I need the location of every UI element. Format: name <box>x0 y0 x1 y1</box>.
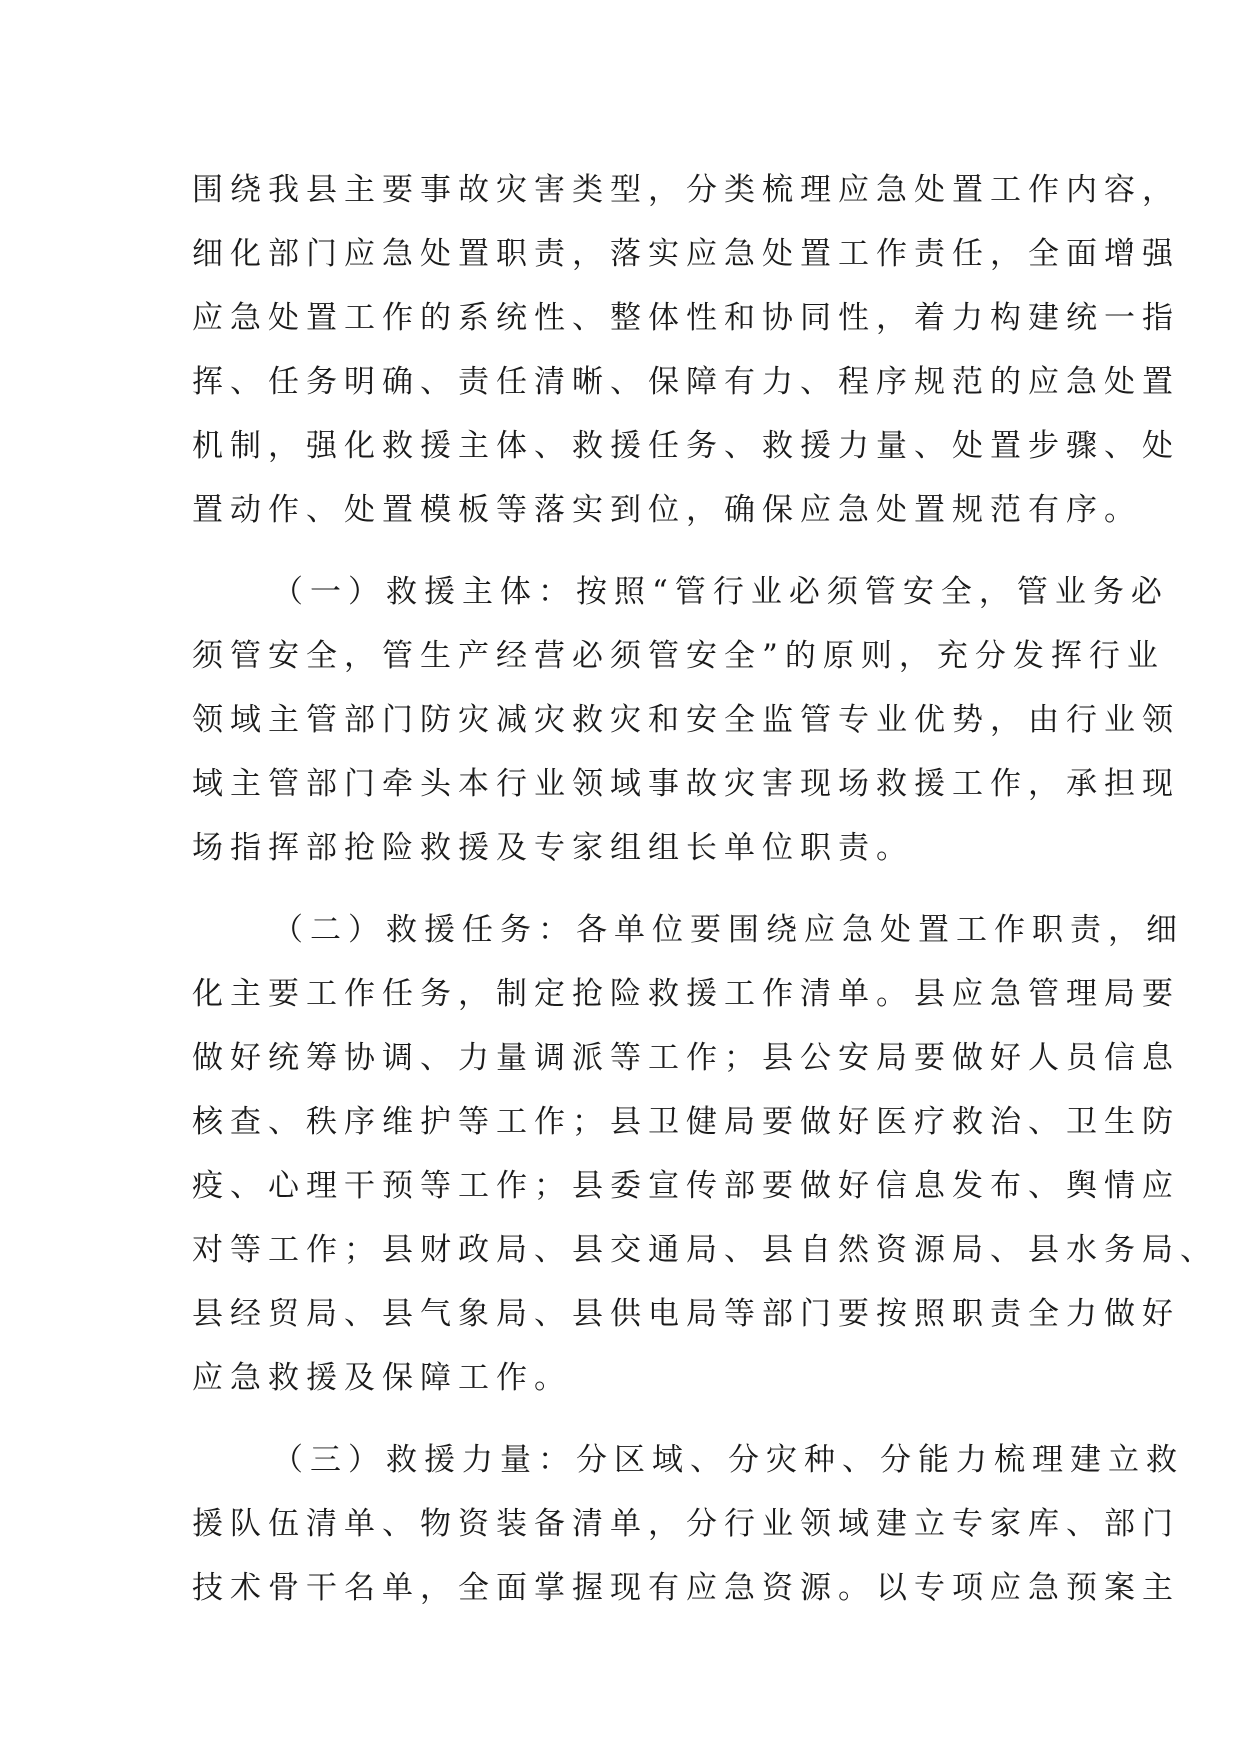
paragraph-rescue-forces <box>192 1428 1184 1620</box>
text-line: 应急救援及保障工作。 <box>192 1360 572 1396</box>
text-line: 化主要工作任务，制定抢险救援工作清单。县应急管理局要 <box>192 976 1180 1012</box>
text-line: 县经贸局、县气象局、县供电局等部门要按照职责全力做好 <box>192 1296 1180 1332</box>
text-line: 技术骨干名单，全面掌握现有应急资源。以专项应急预案主 <box>192 1570 1180 1606</box>
text-line: 置动作、处置模板等落实到位，确保应急处置规范有序。 <box>192 492 1142 528</box>
paragraph-rescue-tasks <box>192 898 1218 1410</box>
text-line: 疫、心理干预等工作；县委宣传部要做好信息发布、舆情应 <box>192 1168 1180 1204</box>
text-line: 应急处置工作的系统性、整体性和协同性，着力构建统一指 <box>192 300 1180 336</box>
text-line: 围绕我县主要事故灾害类型，分类梳理应急处置工作内容， <box>192 172 1180 208</box>
text-line: 场指挥部抢险救援及专家组组长单位职责。 <box>192 830 914 866</box>
text-line: 须管安全，管生产经营必须管安全”的原则，充分发挥行业 <box>192 638 1165 674</box>
text-line: 机制，强化救援主体、救援任务、救援力量、处置步骤、处 <box>192 428 1180 464</box>
text-line: （三）救援力量：分区域、分灾种、分能力梳理建立救 <box>272 1442 1184 1478</box>
text-line: 援队伍清单、物资装备清单，分行业领域建立专家库、部门 <box>192 1506 1180 1542</box>
text-line: 细化部门应急处置职责，落实应急处置工作责任，全面增强 <box>192 236 1180 272</box>
text-line: （二）救援任务：各单位要围绕应急处置工作职责，细 <box>272 912 1184 948</box>
document-body <box>192 158 1218 1638</box>
text-line: 领域主管部门防灾减灾救灾和安全监管专业优势，由行业领 <box>192 702 1180 738</box>
text-line: 域主管部门牵头本行业领域事故灾害现场救援工作，承担现 <box>192 766 1180 802</box>
paragraph-intro <box>192 158 1180 542</box>
text-line: 核查、秩序维护等工作；县卫健局要做好医疗救治、卫生防 <box>192 1104 1180 1140</box>
text-line: 对等工作；县财政局、县交通局、县自然资源局、县水务局、 <box>192 1232 1218 1268</box>
text-line: 挥、任务明确、责任清晰、保障有力、程序规范的应急处置 <box>192 364 1180 400</box>
text-line: （一）救援主体：按照“管行业必须管安全，管业务必 <box>272 574 1169 610</box>
text-line: 做好统筹协调、力量调派等工作；县公安局要做好人员信息 <box>192 1040 1180 1076</box>
paragraph-rescue-subject <box>192 560 1180 880</box>
